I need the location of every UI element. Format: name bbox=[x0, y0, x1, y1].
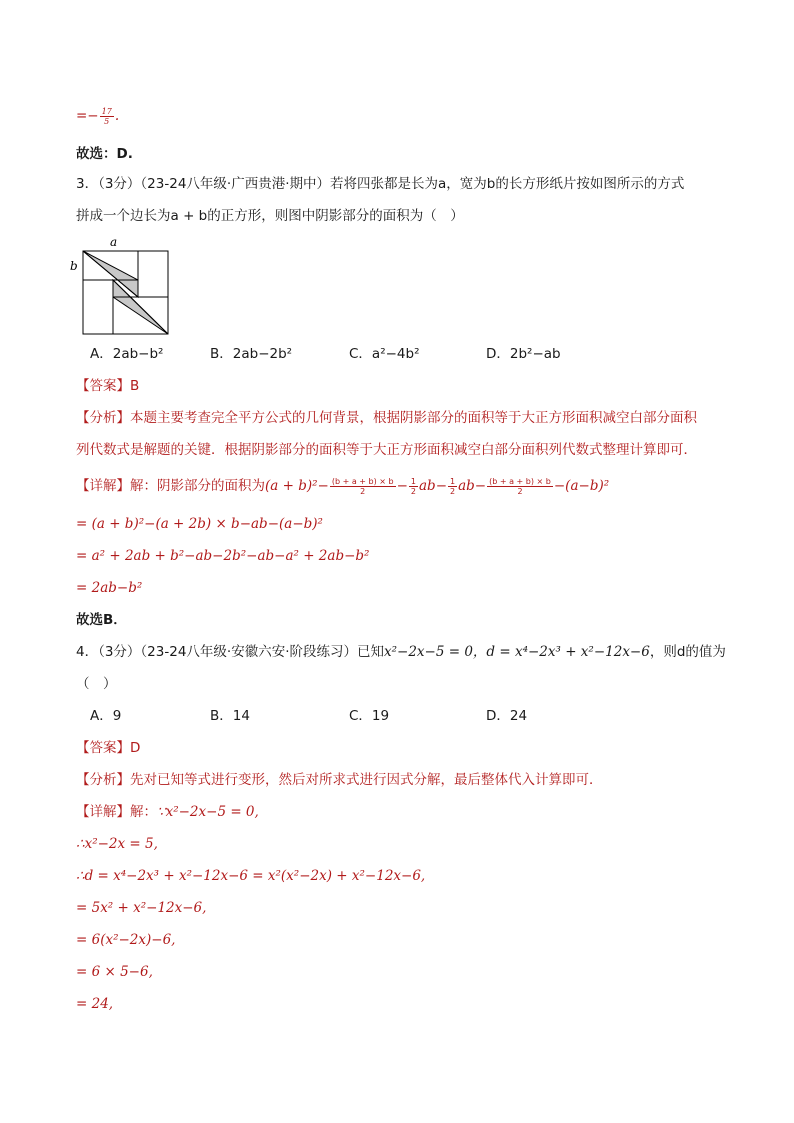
q3-step-1: = (a + b)²−(a + 2b) × b−ab−(a−b)² bbox=[76, 516, 323, 532]
detail-tag: 【详解】 bbox=[76, 804, 130, 820]
q3-analysis-line1 bbox=[76, 408, 697, 428]
q4-analysis-line bbox=[76, 770, 603, 790]
answer-tag: 【答案】 bbox=[76, 378, 130, 394]
detail-intro: 解：阴影部分的面积为 bbox=[130, 478, 265, 494]
half2-num: 1 bbox=[450, 476, 456, 486]
prev-frac-num: 17 bbox=[101, 107, 112, 116]
q3-option-b: B．2ab−2b² bbox=[210, 346, 293, 362]
q4-option-a: A．9 bbox=[90, 708, 122, 724]
q4-option-c: C．19 bbox=[349, 708, 390, 724]
q3-stem-line2: 拼成一个边长为a + b的正方形，则图中阴影部分的面积为（ ） bbox=[76, 208, 464, 224]
detail-half1 bbox=[409, 477, 418, 496]
frac2-num: (b + a + b) × b bbox=[489, 476, 551, 486]
q4-step-5: = 6 × 5−6, bbox=[76, 964, 153, 980]
detail-expr-a: (a + b)²− bbox=[265, 478, 329, 494]
prev-answer: 故选：D. bbox=[76, 146, 133, 162]
analysis-tag: 【分析】 bbox=[76, 410, 130, 426]
answer-tag: 【答案】 bbox=[76, 740, 130, 756]
fig-line bbox=[83, 251, 138, 297]
q3-figure bbox=[66, 234, 176, 338]
detail-frac2 bbox=[487, 477, 553, 496]
answer-value: B bbox=[130, 378, 140, 394]
q3-stem-line1: 3．（3分）（23-24八年级·广西贵港·期中）若将四张都是长为a，宽为b的长方形纸片按如图所示的方式 bbox=[76, 176, 685, 192]
q4-option-d: D．24 bbox=[486, 708, 528, 724]
q3-detail-line: 【详解】解：阴影部分的面积为(a + b)²− $\frac{(b + a + b) \times b}{2}$ − $\frac{1}{2}$ ab− $\frac{1}{2}$ ab− $\frac{(b + a + b) \times b}{2}$ −(a−b)² bbox=[76, 476, 610, 496]
q4-stem-line1 bbox=[76, 642, 726, 662]
half1-num: 1 bbox=[410, 476, 416, 486]
detail-mid2: ab− bbox=[458, 478, 487, 494]
q4-step-6: = 24, bbox=[76, 996, 114, 1012]
q4-stem-line2: （ ） bbox=[76, 676, 117, 692]
detail-half2 bbox=[448, 477, 457, 496]
detail-frac1 bbox=[330, 477, 396, 496]
analysis-text: 本题主要考查完全平方公式的几何背景，根据阴影部分的面积等于大正方形面积减空白部分面积 bbox=[130, 410, 697, 426]
prev-result bbox=[76, 106, 119, 126]
q4-stem-post: ，则d的值为 bbox=[649, 644, 726, 660]
q4-stem-math: x²−2x−5 = 0，d = x⁴−2x³ + x²−12x−6 bbox=[384, 644, 650, 660]
detail-tag: 【详解】 bbox=[76, 478, 130, 494]
frac1-den: 2 bbox=[360, 486, 366, 496]
q4-step-0: ∵x²−2x−5 = 0, bbox=[157, 804, 259, 820]
q3-step-3: = 2ab−b² bbox=[76, 580, 143, 596]
q4-step-1: ∴x²−2x = 5, bbox=[76, 836, 158, 852]
q3-analysis-line2: 列代数式是解题的关键．根据阴影部分的面积等于大正方形面积减空白部分面积列代数式整理计算即可． bbox=[76, 442, 697, 458]
prev-fraction bbox=[100, 107, 114, 126]
prev-eq: =− bbox=[76, 108, 99, 124]
analysis-text: 先对已知等式进行变形，然后对所求式进行因式分解，最后整体代入计算即可． bbox=[130, 772, 603, 788]
q4-step-2: ∴d = x⁴−2x³ + x²−12x−6 = x²(x²−2x) + x²−12x−6, bbox=[76, 868, 426, 884]
detail-mid: ab− bbox=[419, 478, 448, 494]
q3-option-a: A．2ab−b² bbox=[90, 346, 164, 362]
frac2-den: 2 bbox=[517, 486, 523, 496]
q3-step-2: = a² + 2ab + b²−ab−2b²−ab−a² + 2ab−b² bbox=[76, 548, 370, 564]
q3-final: 故选B． bbox=[76, 612, 127, 628]
answer-value: D bbox=[130, 740, 141, 756]
fig-label-b: b bbox=[70, 259, 78, 273]
prev-frac-den: 5 bbox=[104, 117, 110, 126]
frac1-num: (b + a + b) × b bbox=[331, 476, 394, 486]
q4-detail-line bbox=[76, 802, 259, 822]
q3-option-c: C．a²−4b² bbox=[349, 346, 420, 362]
analysis-tag: 【分析】 bbox=[76, 772, 130, 788]
q4-option-b: B．14 bbox=[210, 708, 250, 724]
prev-period: . bbox=[114, 108, 120, 124]
half2-den: 2 bbox=[450, 486, 456, 496]
fig-line bbox=[113, 280, 168, 334]
q4-stem-pre: 4．（3分）（23-24八年级·安徽六安·阶段练习）已知 bbox=[76, 644, 384, 660]
q3-answer-line bbox=[76, 376, 139, 396]
half1-den: 2 bbox=[410, 486, 416, 496]
q4-step-3: = 5x² + x²−12x−6, bbox=[76, 900, 207, 916]
detail-end: −(a−b)² bbox=[553, 478, 610, 494]
q4-answer-line bbox=[76, 738, 140, 758]
detail-intro: 解： bbox=[130, 804, 157, 820]
q3-option-d: D．2b²−ab bbox=[486, 346, 561, 362]
fig-label-a: a bbox=[110, 235, 118, 249]
q4-step-4: = 6(x²−2x)−6, bbox=[76, 932, 176, 948]
